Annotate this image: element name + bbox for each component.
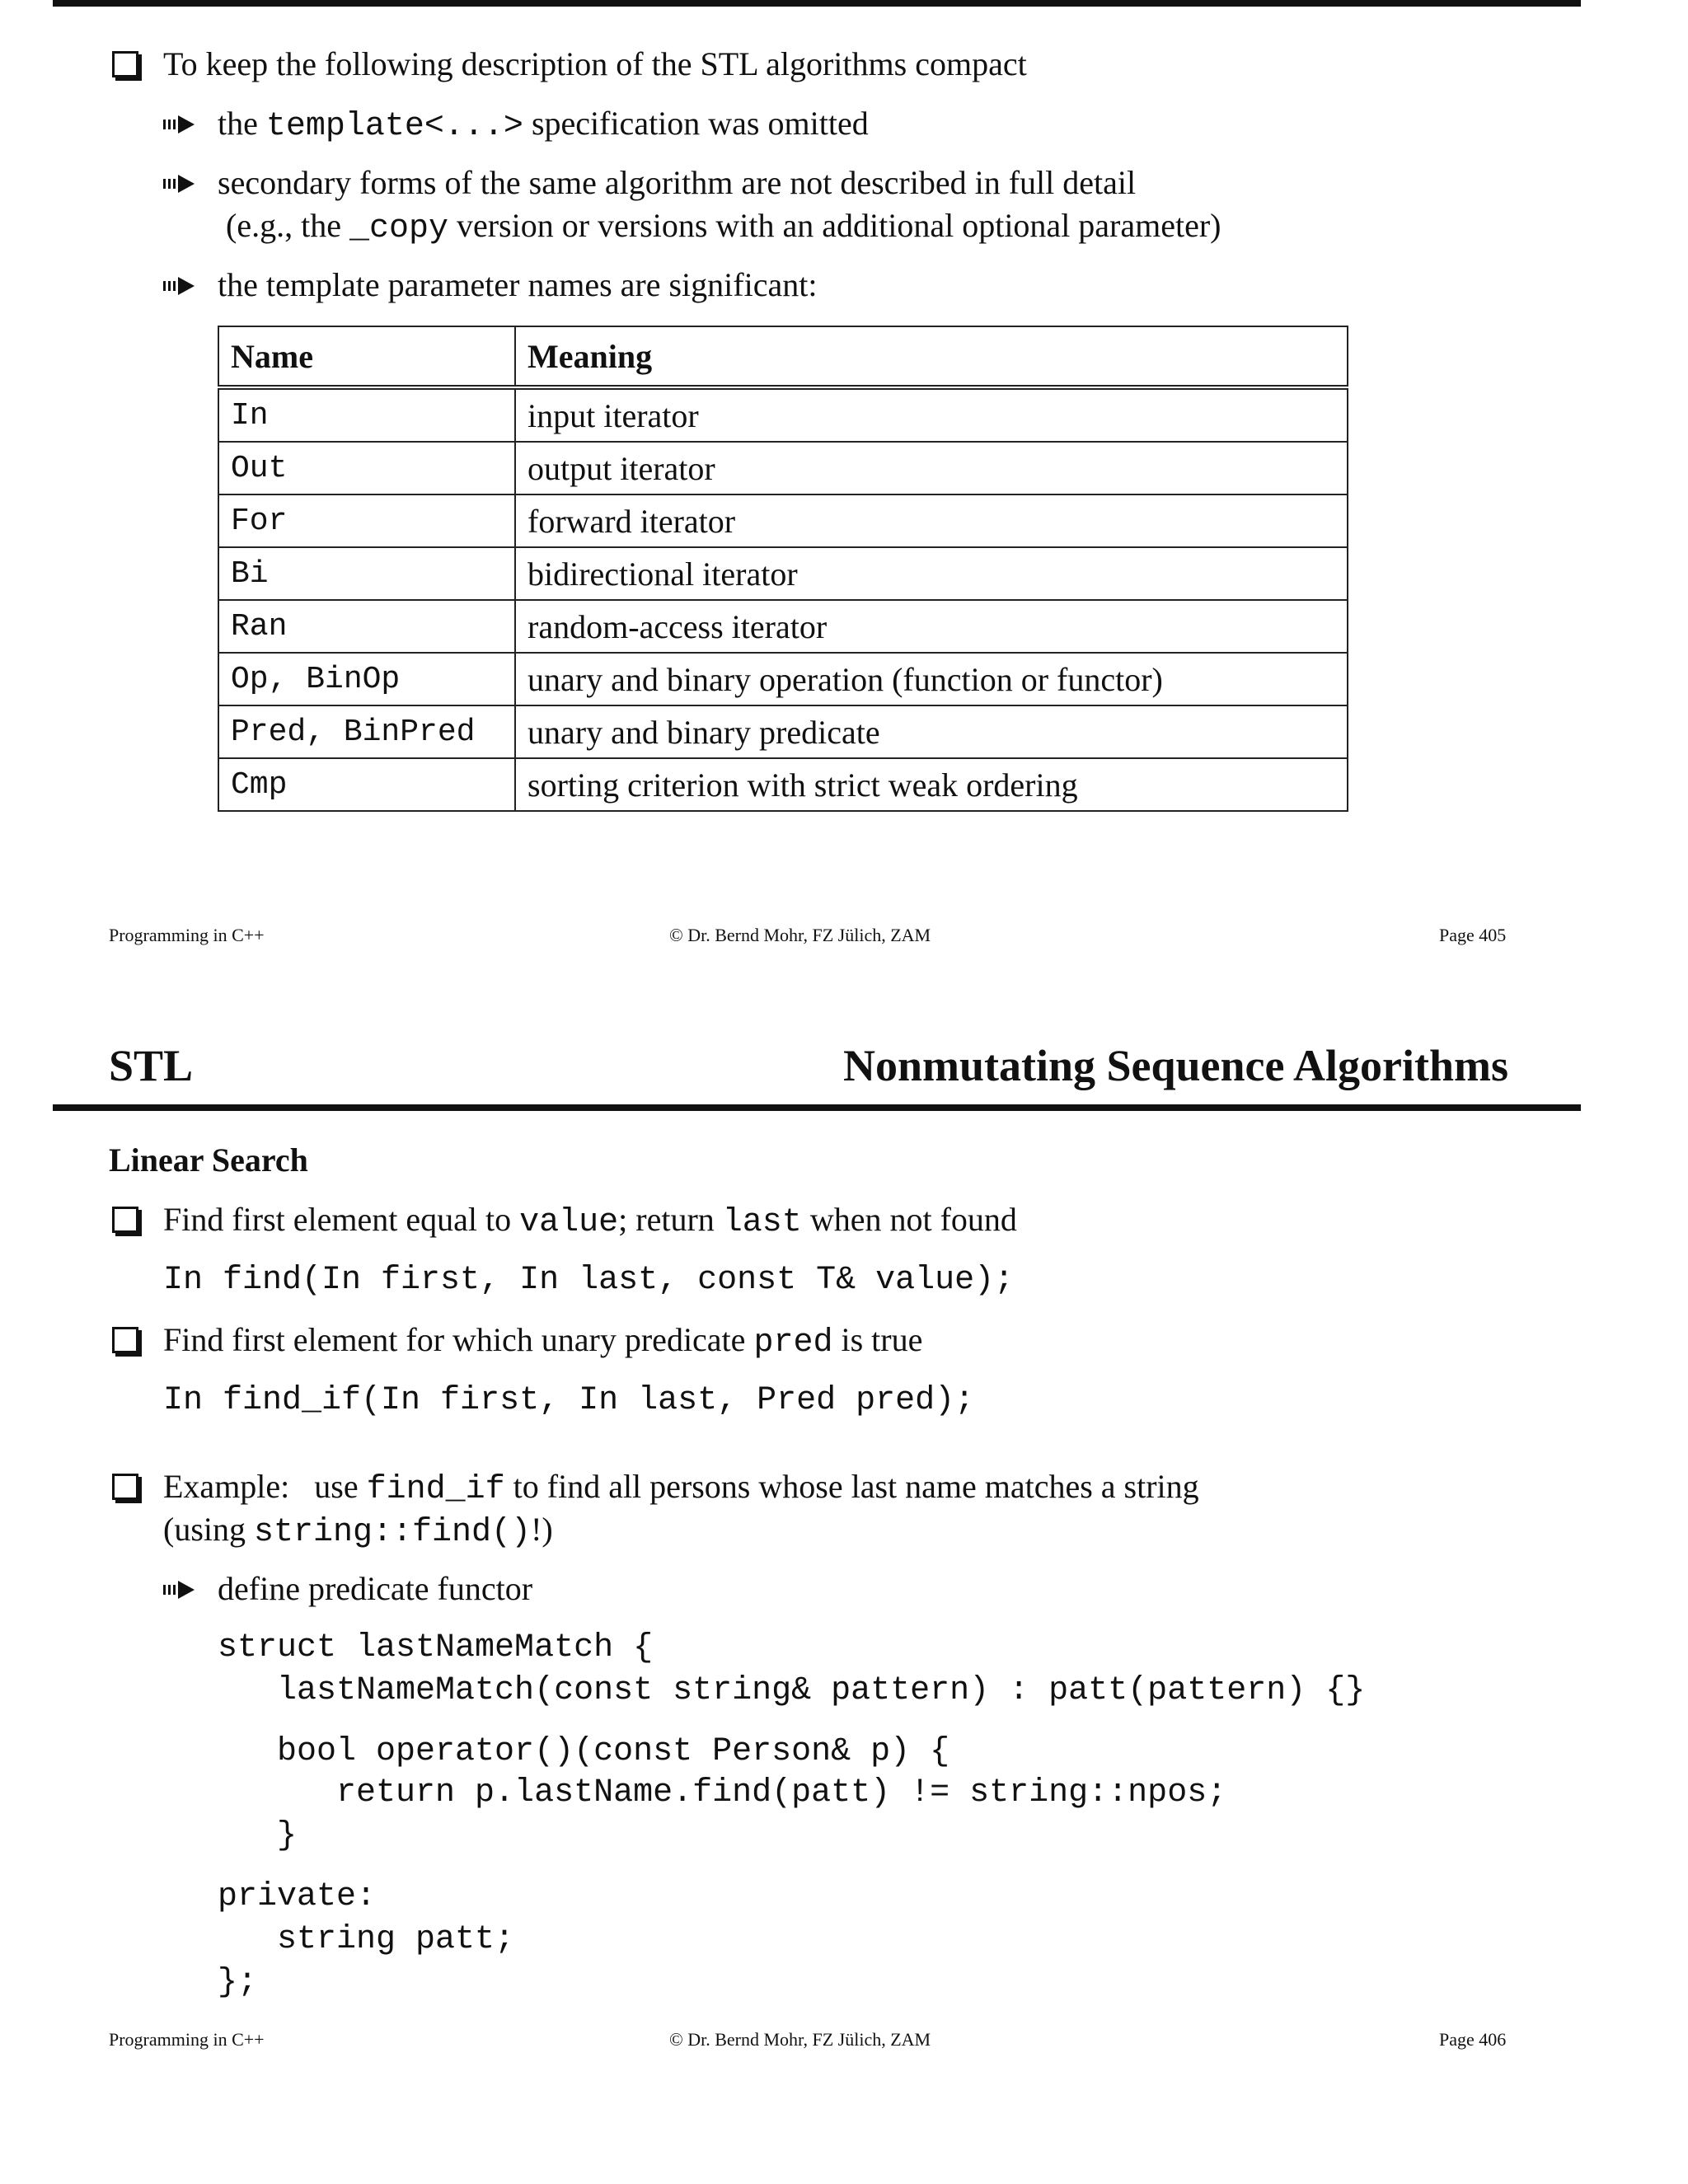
- cell-name: Pred, BinPred: [218, 705, 515, 758]
- sub-bullet-template: the template<...> specification was omitted: [218, 105, 869, 145]
- arrow-bullet-icon: [163, 1579, 196, 1601]
- checkbox-bullet-icon: [112, 1207, 138, 1233]
- code-line: };: [218, 1964, 258, 2001]
- section-heading: Linear Search: [109, 1141, 308, 1179]
- cell-name: Op, BinOp: [218, 653, 515, 705]
- cell-name: In: [218, 387, 515, 442]
- code-line: return p.lastName.find(patt) != string::npos;: [218, 1774, 1227, 1811]
- footer-left: Programming in C++: [109, 2029, 265, 2050]
- table-row: [218, 600, 1348, 653]
- sub-bullet-secondary-cont: (e.g., the _copy version or versions with an additional optional parameter): [226, 207, 1221, 247]
- table-row: [218, 494, 1348, 547]
- arrow-bullet-icon: [163, 114, 196, 135]
- table-row: [218, 442, 1348, 494]
- table-header-name: Name: [218, 326, 515, 387]
- code-line: bool operator()(const Person& p) {: [218, 1733, 950, 1770]
- bullet-example: Example: use find_if to find all persons whose last name matches a string: [163, 1468, 1199, 1508]
- footer-right: Page 406: [1439, 2029, 1507, 2050]
- page-header-right: Nonmutating Sequence Algorithms: [842, 1041, 1508, 1090]
- code-line: }: [218, 1817, 298, 1854]
- header-rule: [53, 1104, 1581, 1111]
- code-line: lastNameMatch(const string& pattern) : patt(pattern) {}: [218, 1672, 1366, 1709]
- cell-name: Out: [218, 442, 515, 494]
- cell-name: For: [218, 494, 515, 547]
- code-line: struct lastNameMatch {: [218, 1629, 654, 1666]
- code-line: string patt;: [218, 1921, 515, 1958]
- table-row: [218, 705, 1348, 758]
- code-line: private:: [218, 1878, 377, 1915]
- bullet-find: Find first element equal to value; return last when not found: [163, 1201, 1017, 1241]
- cell-meaning: random-access iterator: [515, 600, 1348, 653]
- top-rule: [53, 0, 1581, 7]
- footer-left: Programming in C++: [109, 925, 265, 945]
- cell-meaning: input iterator: [515, 387, 1348, 442]
- sub-bullet-param-names: the template parameter names are significant:: [218, 266, 818, 303]
- sub-bullet-secondary: secondary forms of the same algorithm are not described in full detail: [218, 164, 1137, 201]
- footer-center: © Dr. Bernd Mohr, FZ Jülich, ZAM: [669, 925, 931, 945]
- bullet-example-cont: (using string::find()!): [163, 1511, 553, 1551]
- bullet-text: To keep the following description of the STL algorithms compact: [163, 45, 1027, 82]
- checkbox-bullet-icon: [112, 1474, 138, 1500]
- page-header-left: STL: [109, 1041, 194, 1090]
- table-row: [218, 387, 1348, 442]
- cell-name: Ran: [218, 600, 515, 653]
- code-find-signature: In find(In first, In last, const T& value);: [163, 1262, 1015, 1299]
- table-row: [218, 547, 1348, 600]
- cell-meaning: unary and binary predicate: [515, 705, 1348, 758]
- arrow-bullet-icon: [163, 275, 196, 297]
- footer-right: Page 405: [1439, 925, 1507, 945]
- cell-name: Bi: [218, 547, 515, 600]
- checkbox-bullet-icon: [112, 1327, 138, 1353]
- cell-meaning: unary and binary operation (function or functor): [515, 653, 1348, 705]
- arrow-bullet-icon: [163, 173, 196, 194]
- parameter-table: [218, 326, 1348, 812]
- footer-center: © Dr. Bernd Mohr, FZ Jülich, ZAM: [669, 2029, 931, 2050]
- sub-bullet-define-functor: define predicate functor: [218, 1570, 533, 1607]
- cell-meaning: sorting criterion with strict weak ordering: [515, 758, 1348, 811]
- cell-meaning: output iterator: [515, 442, 1348, 494]
- code-find-if-signature: In find_if(In first, In last, Pred pred);: [163, 1382, 975, 1419]
- cell-name: Cmp: [218, 758, 515, 811]
- table-header-meaning: Meaning: [515, 326, 1348, 387]
- checkbox-bullet-icon: [112, 51, 138, 77]
- cell-meaning: bidirectional iterator: [515, 547, 1348, 600]
- table-row: [218, 653, 1348, 705]
- cell-meaning: forward iterator: [515, 494, 1348, 547]
- bullet-find-if: Find first element for which unary predicate pred is true: [163, 1321, 923, 1361]
- table-row: [218, 758, 1348, 811]
